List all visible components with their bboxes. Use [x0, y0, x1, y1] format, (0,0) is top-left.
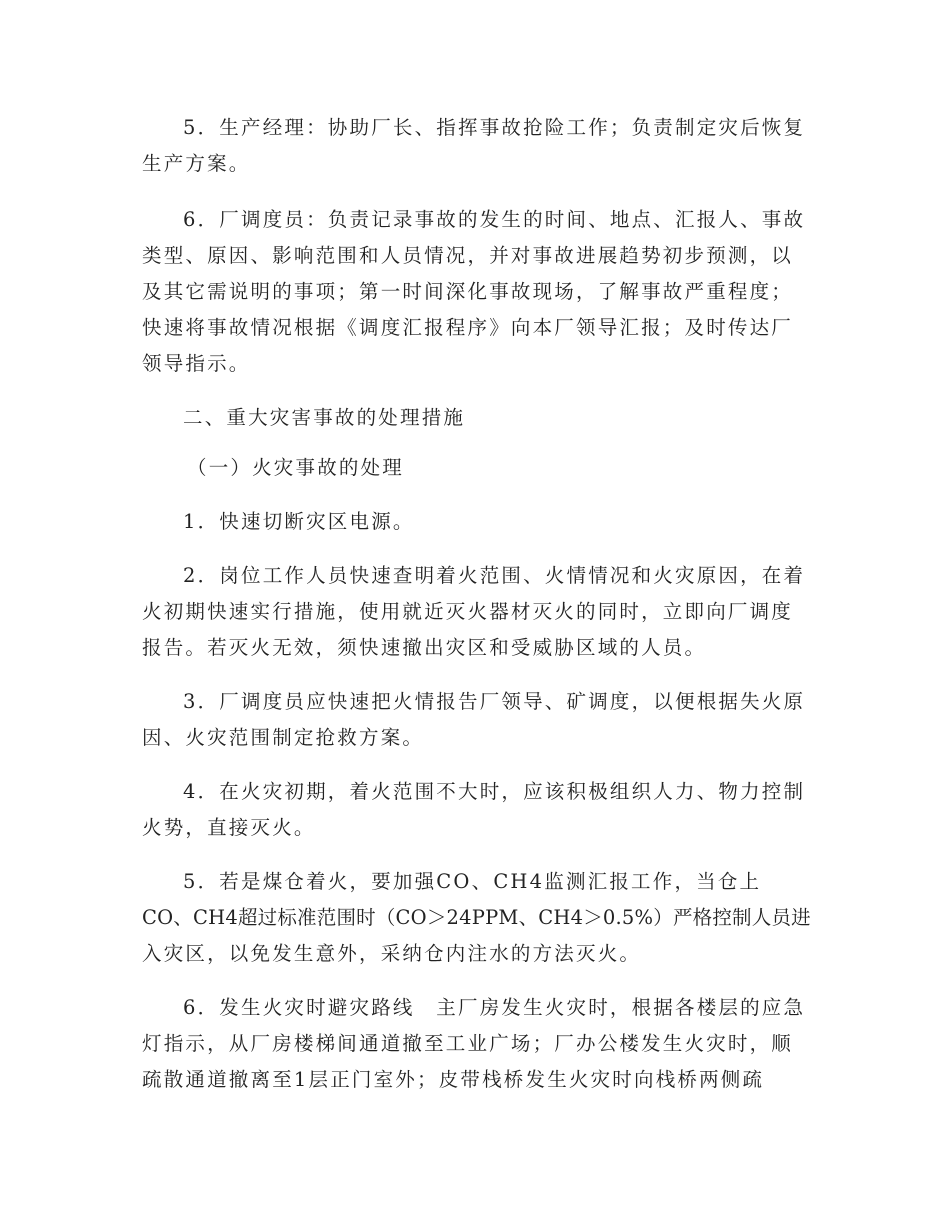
text-line: 4．在火灾初期，着火范围不大时，应该积极组织人力、物力控制	[183, 780, 806, 803]
subsection-heading: （一）火灾事故的处理	[187, 456, 405, 479]
text-line: 入灾区，以免发生意外，采纳仓内注水的方法灭火。	[142, 942, 642, 965]
text-line: 1．快速切断灾区电源。	[183, 510, 415, 533]
text-line: 疏散通道撤离至1层正门室外；皮带栈桥发生火灾时向栈桥两侧疏	[142, 1068, 765, 1091]
text-line: 3．厂调度员应快速把火情报告厂领导、矿调度，以便根据失火原	[183, 690, 806, 713]
text-line: 生产方案。	[142, 152, 251, 175]
text-line: 快速将事故情况根据《调度汇报程序》向本厂领导汇报；及时传达厂	[142, 316, 794, 339]
text-line: 报告。若灭火无效，须快速撤出灾区和受威胁区域的人员。	[142, 636, 707, 659]
text-line: 5．若是煤仓着火，要加强CO、CH4监测汇报工作，当仓上	[183, 870, 762, 893]
text-line: 类型、原因、影响范围和人员情况，并对事故进展趋势初步预测，以	[142, 244, 794, 267]
text-line: 5．生产经理：协助厂长、指挥事故抢险工作；负责制定灾后恢复	[183, 116, 806, 139]
text-line: 灯指示，从厂房楼梯间通道撤至工业广场；厂办公楼发生火灾时，顺	[142, 1032, 794, 1055]
text-line: 火初期快速实行措施，使用就近灭火器材灭火的同时，立即向厂调度	[142, 600, 794, 623]
text-line: 领导指示。	[142, 352, 251, 375]
text-line: 6．厂调度员：负责记录事故的发生的时间、地点、汇报人、事故	[183, 208, 806, 231]
text-line: 因、火灾范围制定抢救方案。	[142, 726, 425, 749]
text-line: CO、CH4超过标准范围时（CO＞24PPM、CH4＞0.5%）严格控制人员进	[142, 906, 811, 929]
text-line: 2．岗位工作人员快速查明着火范围、火情情况和火灾原因，在着	[183, 564, 806, 587]
text-line: 6．发生火灾时避灾路线 主厂房发生火灾时，根据各楼层的应急	[183, 996, 806, 1019]
text-line: 及其它需说明的事项；第一时间深化事故现场，了解事故严重程度；	[142, 280, 794, 303]
text-line: 火势，直接灭火。	[142, 816, 316, 839]
section-heading: 二、重大灾害事故的处理措施	[183, 406, 466, 429]
